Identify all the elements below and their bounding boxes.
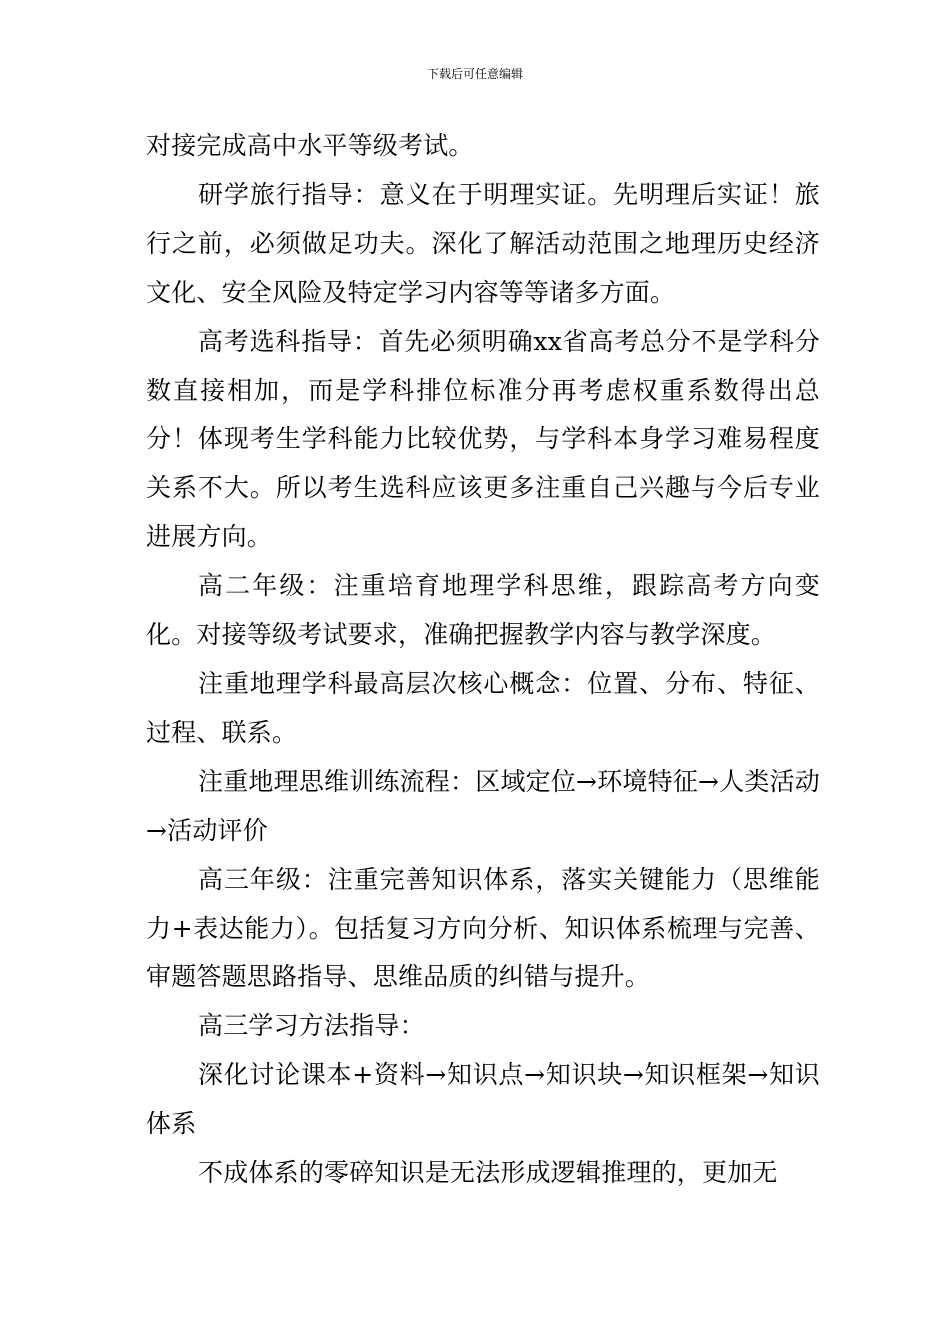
paragraph-thinking-process: 注重地理思维训练流程：区域定位→环境特征→人类活动→活动评价: [146, 766, 820, 845]
paragraph-study-travel: 研学旅行指导：意义在于明理实证。先明理后实证！旅行之前，必须做足功夫。深化了解活动范围之地理历史经济文化、安全风险及特定学习内容等等诸多方面。: [146, 179, 820, 307]
paragraph-method-heading: 高三学习方法指导：: [198, 1011, 425, 1041]
paragraph-method-steps: 深化讨论课本+资料→知识点→知识块→知识框架→知识体系: [146, 1060, 820, 1139]
paragraph-grade-three: 高三年级：注重完善知识体系，落实关键能力（思维能力+表达能力）。包括复习方向分析、知识体系梳理与完善、审题答题思路指导、思维品质的纠错与提升。: [146, 864, 820, 992]
paragraph-continuation: 对接完成高中水平等级考试。: [146, 131, 474, 160]
paragraph-core-concepts: 注重地理学科最高层次核心概念：位置、分布、特征、过程、联系。: [146, 668, 820, 747]
document-body: [146, 122, 820, 1198]
paragraph-grade-two: 高二年级：注重培育地理学科思维，跟踪高考方向变化。对接等级考试要求，准确把握教学内容与教学深度。: [146, 571, 820, 650]
paragraph-fragmented-knowledge: 不成体系的零碎知识是无法形成逻辑推理的，更加无: [198, 1158, 778, 1188]
page-header-note: 下载后可任意编辑: [426, 67, 523, 81]
paragraph-subject-selection: 高考选科指导：首先必须明确xx省高考总分不是学科分数直接相加，而是学科排位标准分再考虑权重系数得出总分！体现考生学科能力比较优势，与学科本身学习难易程度关系不大。所以考生选科应该更多注重自己兴趣与今后专业进展方向。: [146, 326, 820, 552]
